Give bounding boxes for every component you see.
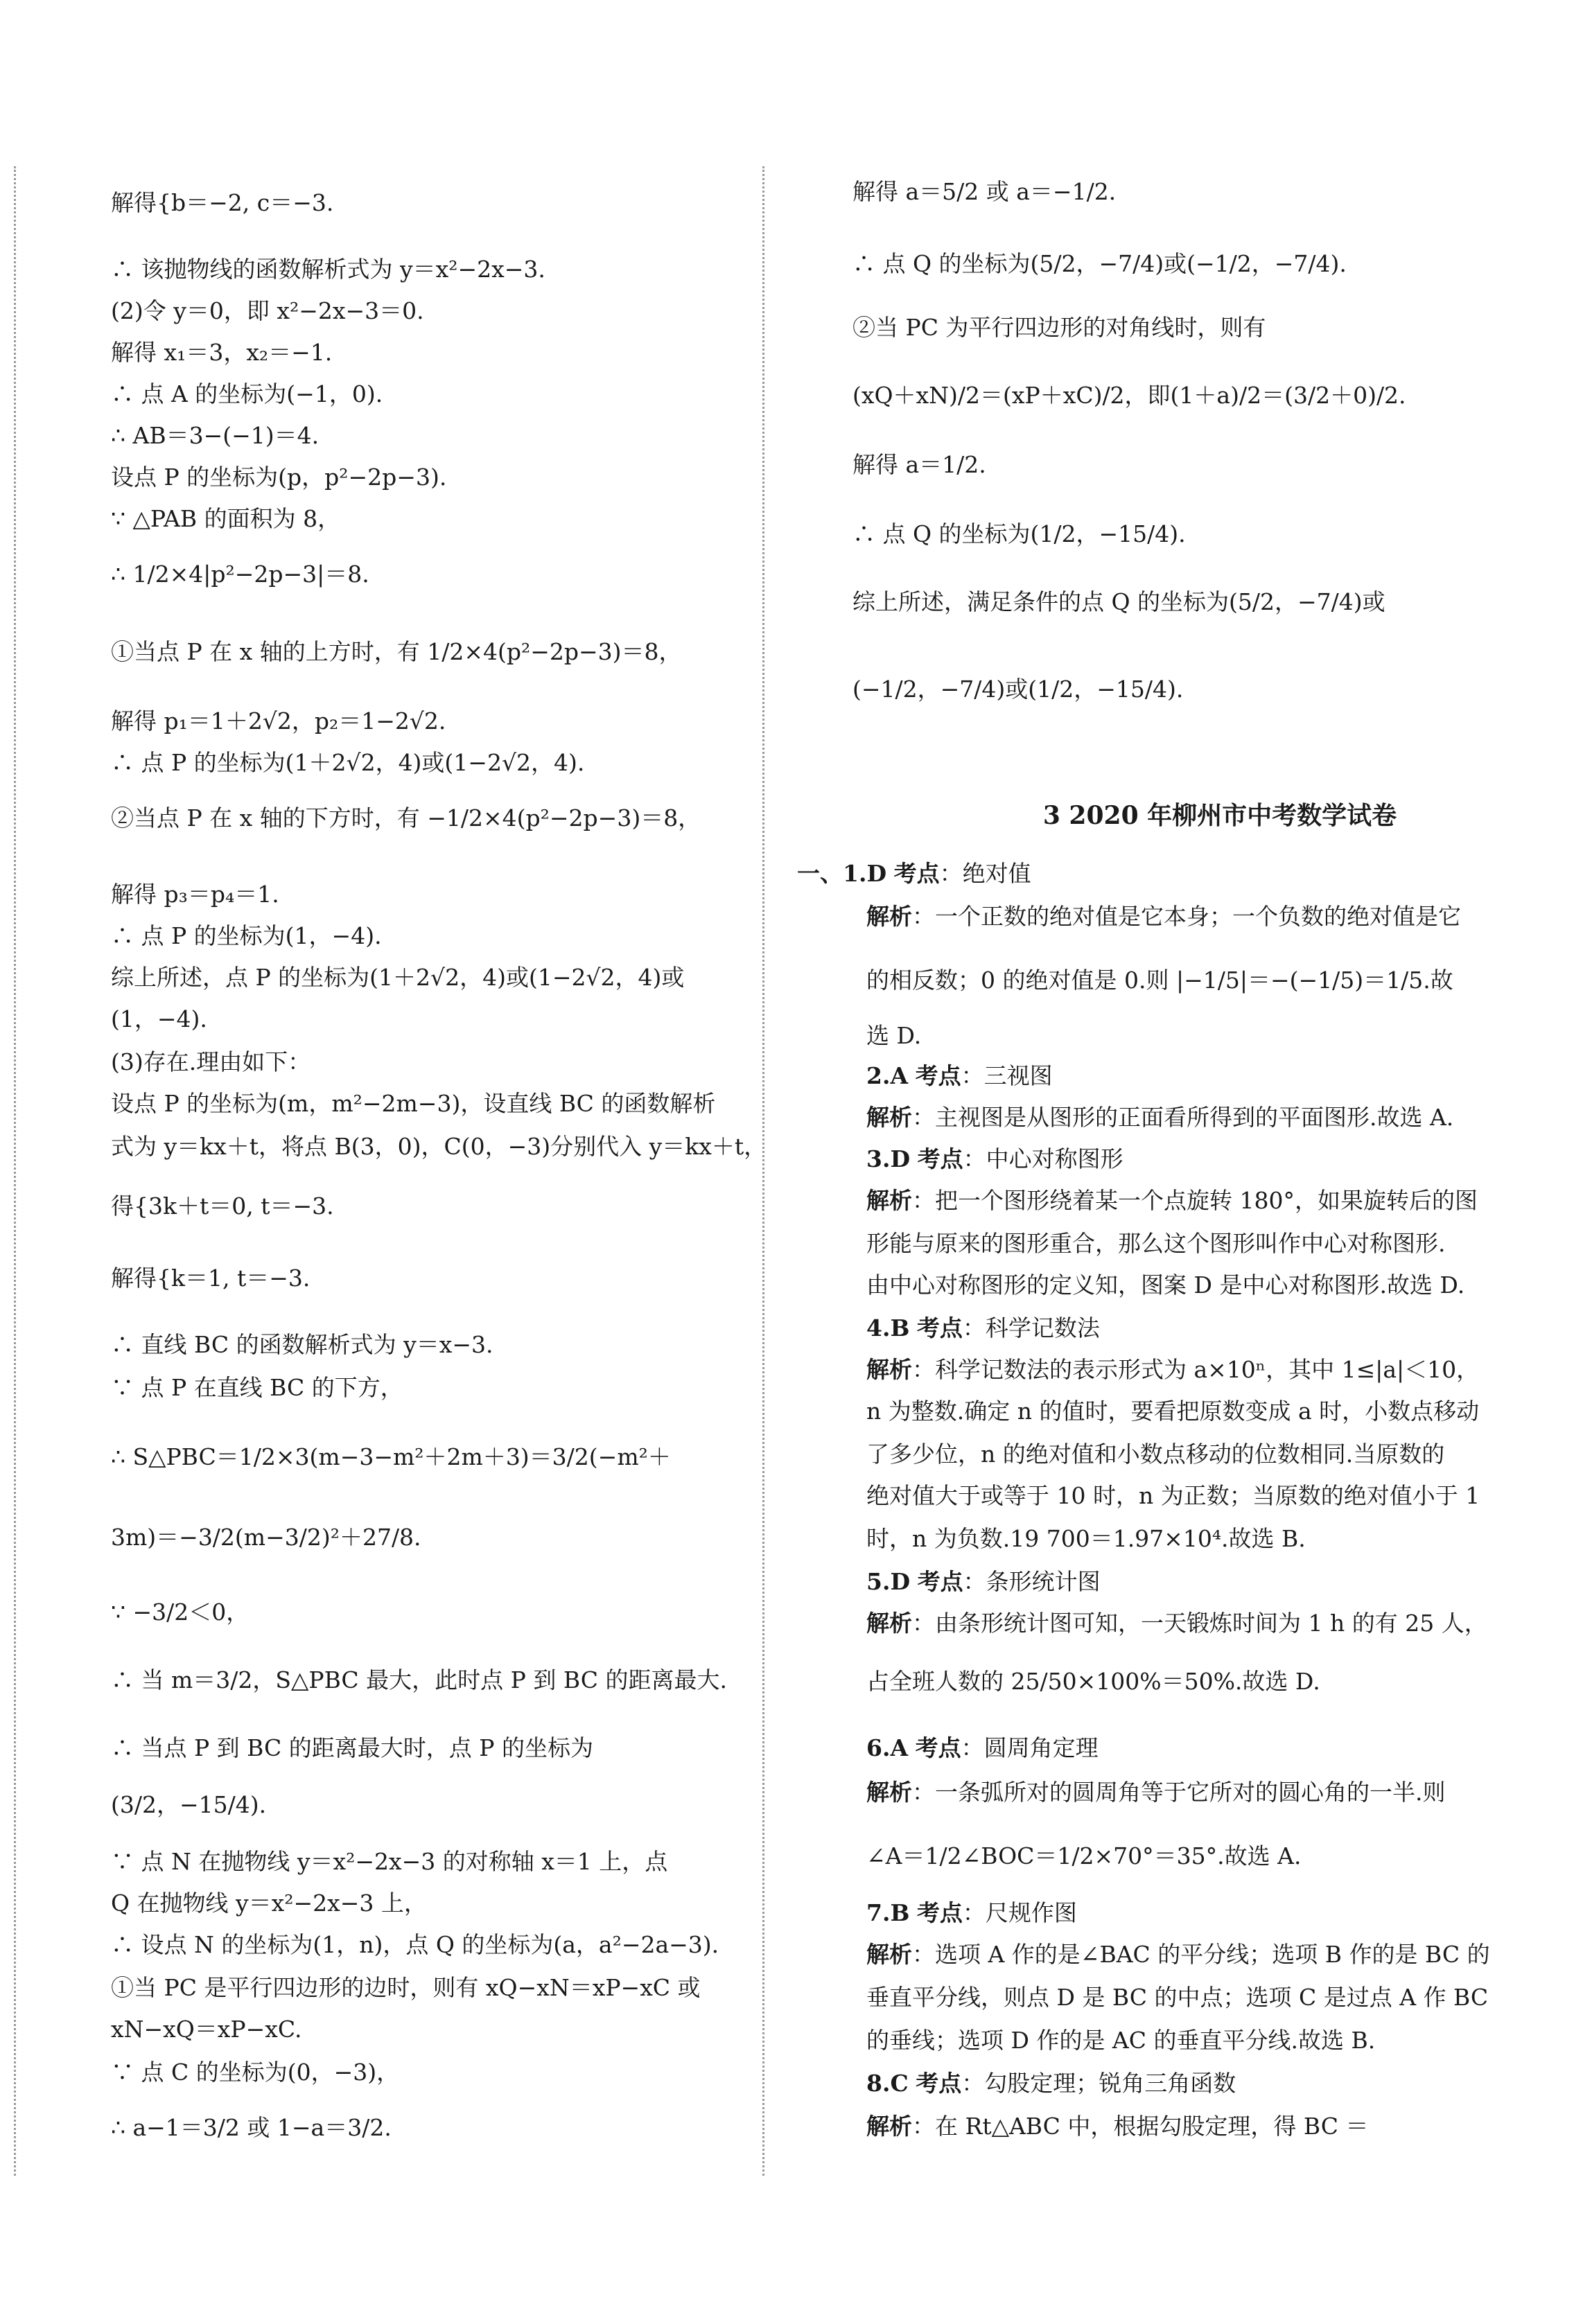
text-line: (1，−4). xyxy=(111,1005,207,1032)
text-line: ①当 PC 是平行四边形的边时，则有 xQ−xN＝xP−xC 或 xyxy=(111,1974,701,2001)
text-line: (3)存在.理由如下： xyxy=(111,1048,311,1075)
text-line: ∴ 点 Q 的坐标为(1/2，−15/4). xyxy=(852,520,1186,547)
text-line: 3m)＝−3/2(m−3/2)²＋27/8. xyxy=(111,1524,421,1551)
text-line: 解析：一条弧所对的圆周角等于它所对的圆心角的一半.则 xyxy=(866,1779,1446,1806)
text-line: ∴ 该抛物线的函数解析式为 y＝x²−2x−3. xyxy=(111,256,545,283)
text-line: Q 在抛物线 y＝x²−2x−3 上， xyxy=(111,1890,427,1917)
text-line: ∴ S△PBC＝1/2×3(m−3−m²＋2m＋3)＝3/2(−m²＋ xyxy=(111,1443,671,1470)
text-line: ∴ 点 P 的坐标为(1＋2√2，4)或(1−2√2，4). xyxy=(111,749,585,776)
text-line: (−1/2，−7/4)或(1/2，−15/4). xyxy=(852,676,1184,703)
text-line: 了多少位，n 的绝对值和小数点移动的位数相同.当原数的 xyxy=(866,1441,1445,1468)
section-title: 3 2020 年柳州市中考数学试卷 xyxy=(1042,801,1397,830)
text-line: 形能与原来的图形重合，那么这个图形叫作中心对称图形. xyxy=(866,1230,1446,1257)
text-line: ∴ a−1＝3/2 或 1−a＝3/2. xyxy=(111,2114,392,2141)
text-line: 解析：主视图是从图形的正面看所得到的平面图形.故选 A. xyxy=(866,1104,1454,1131)
text-line: 解得 x₁＝3，x₂＝−1. xyxy=(111,339,333,366)
text-line: ∴ 设点 N 的坐标为(1，n)，点 Q 的坐标为(a，a²−2a−3). xyxy=(111,1931,719,1958)
text-line: 解得 a＝1/2. xyxy=(852,451,986,478)
text-line: ①当点 P 在 x 轴的上方时，有 1/2×4(p²−2p−3)＝8， xyxy=(111,638,682,665)
text-line: 解得 a＝5/2 或 a＝−1/2. xyxy=(852,178,1117,205)
text-line: 选 D. xyxy=(866,1022,922,1049)
text-line: ∴ 点 P 的坐标为(1，−4). xyxy=(111,922,382,949)
text-line: 解析：选项 A 作的是∠BAC 的平分线；选项 B 作的是 BC 的 xyxy=(866,1941,1490,1968)
text-line: 5.D 考点：条形统计图 xyxy=(866,1568,1101,1595)
text-line: 解得{b＝−2, c＝−3. xyxy=(111,189,334,216)
text-line: (2)令 y＝0，即 x²−2x−3＝0. xyxy=(111,297,424,324)
text-line: ∵ △PAB 的面积为 8， xyxy=(111,505,341,532)
text-line: 得{3k＋t＝0, t＝−3. xyxy=(111,1192,334,1220)
text-line: ∴ 当点 P 到 BC 的距离最大时，点 P 的坐标为 xyxy=(111,1734,593,1761)
text-line: (xQ＋xN)/2＝(xP＋xC)/2，即(1＋a)/2＝(3/2＋0)/2. xyxy=(852,382,1406,409)
column-divider xyxy=(762,166,764,2176)
text-line: 绝对值大于或等于 10 时，n 为正数；当原数的绝对值小于 1 xyxy=(866,1482,1480,1509)
text-line: 由中心对称图形的定义知，图案 D 是中心对称图形.故选 D. xyxy=(866,1271,1465,1299)
text-line: xN−xQ＝xP−xC. xyxy=(111,2016,302,2043)
text-line: 解得 p₁＝1＋2√2，p₂＝1−2√2. xyxy=(111,707,446,734)
text-line: ②当 PC 为平行四边形的对角线时，则有 xyxy=(852,314,1266,341)
text-line: 解得{k＝1, t＝−3. xyxy=(111,1265,311,1292)
text-line: ∵ 点 P 在直线 BC 的下方， xyxy=(111,1374,403,1401)
text-line: ∠A＝1/2∠BOC＝1/2×70°＝35°.故选 A. xyxy=(866,1842,1302,1869)
text-line: 7.B 考点：尺规作图 xyxy=(866,1899,1077,1926)
text-line: 占全班人数的 25/50×100%＝50%.故选 D. xyxy=(866,1668,1320,1695)
text-line: ②当点 P 在 x 轴的下方时，有 −1/2×4(p²−2p−3)＝8， xyxy=(111,804,701,831)
text-line: 4.B 考点：科学记数法 xyxy=(866,1314,1100,1341)
text-line: ∴ 1/2×4|p²−2p−3|＝8. xyxy=(111,561,369,588)
text-line: (3/2，−15/4). xyxy=(111,1791,267,1818)
text-line: 解得 p₃＝p₄＝1. xyxy=(111,881,279,908)
text-line: 6.A 考点：圆周角定理 xyxy=(866,1734,1099,1761)
text-line: ∴ 当 m＝3/2，S△PBC 最大，此时点 P 到 BC 的距离最大. xyxy=(111,1666,727,1693)
text-line: 解析：科学记数法的表示形式为 a×10ⁿ，其中 1≤|a|＜10， xyxy=(866,1356,1480,1383)
text-line: 8.C 考点：勾股定理；锐角三角函数 xyxy=(866,2070,1236,2097)
text-line: 时，n 为负数.19 700＝1.97×10⁴.故选 B. xyxy=(866,1525,1306,1552)
text-line: 一、1.D 考点：绝对值 xyxy=(797,860,1031,887)
text-line: ∴ AB＝3−(−1)＝4. xyxy=(111,422,320,449)
text-line: ∴ 点 A 的坐标为(−1，0). xyxy=(111,380,383,407)
text-line: ∵ −3/2＜0， xyxy=(111,1599,250,1626)
text-line: 的垂线；选项 D 作的是 AC 的垂直平分线.故选 B. xyxy=(866,2027,1376,2054)
left-margin-rule xyxy=(14,166,16,2176)
text-line: 解析：把一个图形绕着某一个点旋转 180°，如果旋转后的图 xyxy=(866,1187,1478,1214)
text-line: 2.A 考点：三视图 xyxy=(866,1062,1053,1089)
text-line: 设点 P 的坐标为(p，p²−2p−3). xyxy=(111,464,447,491)
text-line: 设点 P 的坐标为(m，m²−2m−3)，设直线 BC 的函数解析 xyxy=(111,1090,716,1117)
text-line: 解析：一个正数的绝对值是它本身；一个负数的绝对值是它 xyxy=(866,903,1461,930)
text-line: ∴ 直线 BC 的函数解析式为 y＝x−3. xyxy=(111,1331,493,1358)
text-line: ∴ 点 Q 的坐标为(5/2，−7/4)或(−1/2，−7/4). xyxy=(852,250,1347,277)
text-line: 综上所述，满足条件的点 Q 的坐标为(5/2，−7/4)或 xyxy=(852,588,1385,615)
text-line: 综上所述，点 P 的坐标为(1＋2√2，4)或(1−2√2，4)或 xyxy=(111,964,685,991)
text-line: 的相反数；0 的绝对值是 0.则 |−1/5|＝−(−1/5)＝1/5.故 xyxy=(866,967,1453,994)
text-line: 3.D 考点：中心对称图形 xyxy=(866,1145,1123,1172)
text-line: n 为整数.确定 n 的值时，要看把原数变成 a 时，小数点移动 xyxy=(866,1398,1480,1425)
text-line: ∵ 点 N 在抛物线 y＝x²−2x−3 的对称轴 x＝1 上，点 xyxy=(111,1848,668,1875)
text-line: ∵ 点 C 的坐标为(0，−3)， xyxy=(111,2059,400,2086)
text-line: 式为 y＝kx＋t，将点 B(3，0)，C(0，−3)分别代入 y＝kx＋t， xyxy=(111,1133,767,1160)
text-line: 解析：在 Rt△ABC 中，根据勾股定理，得 BC ＝ xyxy=(866,2113,1369,2140)
text-line: 解析：由条形统计图可知，一天锻炼时间为 1 h 的有 25 人， xyxy=(866,1610,1487,1637)
text-line: 垂直平分线，则点 D 是 BC 的中点；选项 C 是过点 A 作 BC xyxy=(866,1984,1489,2011)
